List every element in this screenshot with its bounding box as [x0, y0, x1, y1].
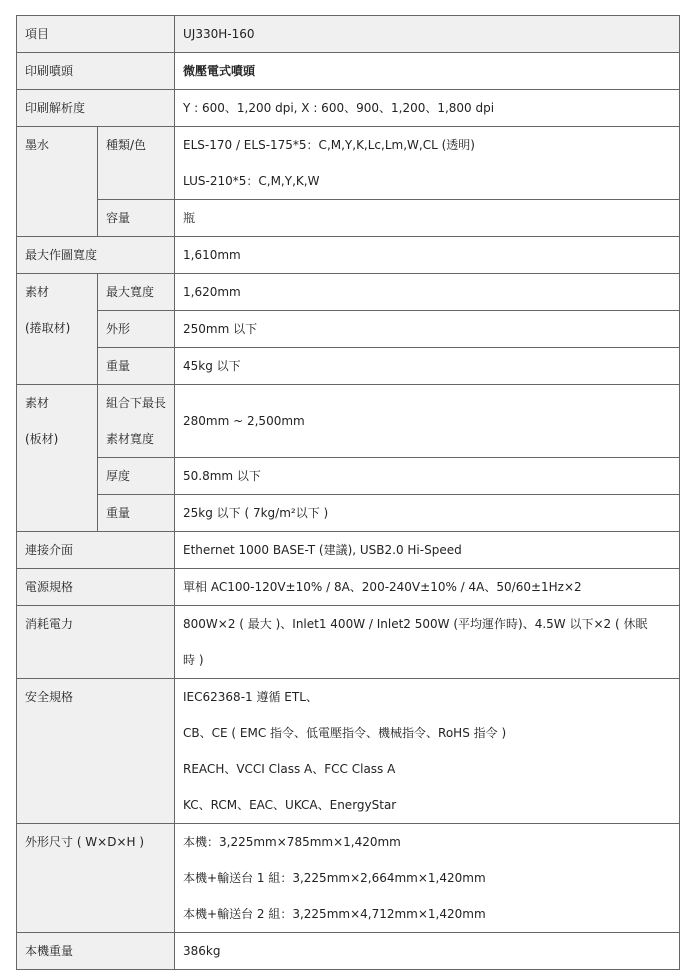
table-row-board-width [17, 385, 680, 458]
board-weight-label: 重量 [98, 495, 175, 532]
power-spec-label: 電源規格 [17, 569, 175, 606]
table-row-power-spec [17, 569, 680, 606]
media-roll-label [17, 274, 98, 385]
power-consumption-line: 時 ) [183, 653, 204, 667]
media-board-label [17, 385, 98, 532]
safety-line: REACH、VCCI Class A、FCC Class A [183, 762, 396, 776]
weight-label: 本機重量 [17, 933, 175, 970]
ink-capacity-value: 瓶 [175, 200, 680, 237]
roll-max-width-value: 1,620mm [175, 274, 680, 311]
header-label: 項目 [17, 16, 175, 53]
weight-value: 386kg [175, 933, 680, 970]
safety-line: KC、RCM、EAC、UKCA、EnergyStar [183, 798, 397, 812]
ink-capacity-label: 容量 [98, 200, 175, 237]
spec-table [16, 15, 680, 970]
print-head-label: 印刷噴頭 [17, 53, 175, 90]
dimensions-line: 本機：3,225mm×785mm×1,420mm [183, 835, 401, 849]
table-row-ink-type [17, 127, 680, 200]
board-thickness-value: 50.8mm 以下 [175, 458, 680, 495]
board-width-label [98, 385, 175, 458]
roll-diameter-value: 250mm 以下 [175, 311, 680, 348]
board-weight-value: 25kg 以下 ( 7kg/m²以下 ) [175, 495, 680, 532]
resolution-value: Y : 600、1,200 dpi, X : 600、900、1,200、1,800 dpi [175, 90, 680, 127]
dimensions-value [175, 824, 680, 933]
dimensions-line: 本機+輸送台 2 組：3,225mm×4,712mm×1,420mm [183, 907, 486, 921]
model-name: UJ330H-160 [175, 16, 680, 53]
table-row-max-print-width [17, 237, 680, 274]
ink-type-line: LUS-210*5：C,M,Y,K,W [183, 174, 320, 188]
dimensions-label: 外形尺寸 ( W×D×H ) [17, 824, 175, 933]
table-row-roll-diameter [17, 311, 680, 348]
table-row-roll-max-width [17, 274, 680, 311]
resolution-label: 印刷解析度 [17, 90, 175, 127]
max-print-width-label: 最大作圖寬度 [17, 237, 175, 274]
power-spec-value: 單相 AC100-120V±10% / 8A、200-240V±10% / 4A、50/60±1Hz×2 [175, 569, 680, 606]
roll-max-width-label: 最大寬度 [98, 274, 175, 311]
table-row-interface [17, 532, 680, 569]
power-consumption-label: 消耗電力 [17, 606, 175, 679]
safety-label: 安全規格 [17, 679, 175, 824]
table-row-roll-weight [17, 348, 680, 385]
safety-line: IEC62368-1 遵循 ETL、 [183, 690, 318, 704]
roll-diameter-label: 外形 [98, 311, 175, 348]
board-width-label-line2: 素材寬度 [106, 432, 155, 446]
safety-line: CB、CE ( EMC 指令、低電壓指令、機械指令、RoHS 指令 ) [183, 726, 507, 740]
print-head-value: 微壓電式噴頭 [175, 53, 680, 90]
ink-type-label: 種類/色 [98, 127, 175, 200]
table-row-board-weight [17, 495, 680, 532]
media-board-label-line2: (板材) [25, 432, 59, 446]
table-row-weight [17, 933, 680, 970]
safety-value [175, 679, 680, 824]
max-print-width-value: 1,610mm [175, 237, 680, 274]
media-board-label-line1: 素材 [25, 396, 50, 410]
power-consumption-line: 800W×2 ( 最大 )、Inlet1 400W / Inlet2 500W (平均運作時)、4.5W 以下×2 ( 休眠 [183, 617, 648, 631]
table-row-header [17, 16, 680, 53]
table-row-print-head [17, 53, 680, 90]
board-width-value: 280mm ~ 2,500mm [175, 385, 680, 458]
interface-value: Ethernet 1000 BASE-T (建議), USB2.0 Hi-Speed [175, 532, 680, 569]
media-roll-label-line2: (捲取材) [25, 321, 71, 335]
power-consumption-value [175, 606, 680, 679]
table-row-safety [17, 679, 680, 824]
table-row-board-thickness [17, 458, 680, 495]
roll-weight-label: 重量 [98, 348, 175, 385]
board-width-label-line1: 組合下最長 [106, 396, 167, 410]
board-thickness-label: 厚度 [98, 458, 175, 495]
table-row-power-consumption [17, 606, 680, 679]
ink-label: 墨水 [17, 127, 98, 237]
table-row-dimensions [17, 824, 680, 933]
roll-weight-value: 45kg 以下 [175, 348, 680, 385]
ink-type-value [175, 127, 680, 200]
dimensions-line: 本機+輸送台 1 組：3,225mm×2,664mm×1,420mm [183, 871, 486, 885]
media-roll-label-line1: 素材 [25, 285, 50, 299]
table-row-resolution [17, 90, 680, 127]
ink-type-line: ELS-170 / ELS-175*5：C,M,Y,K,Lc,Lm,W,CL (透明) [183, 138, 475, 152]
interface-label: 連接介面 [17, 532, 175, 569]
table-row-ink-capacity [17, 200, 680, 237]
